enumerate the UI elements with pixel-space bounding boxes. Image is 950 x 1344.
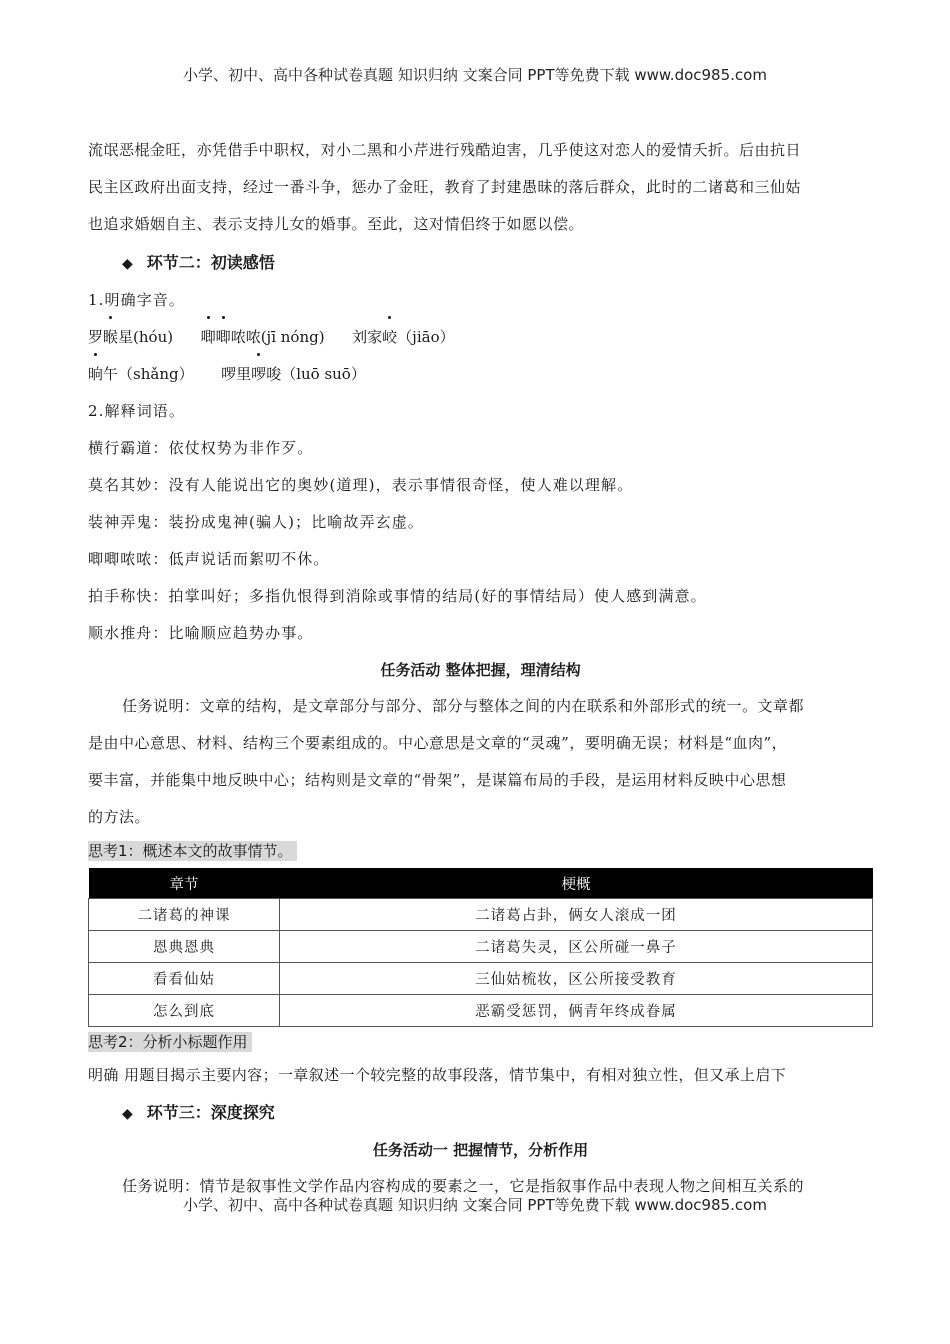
table-cell: 三仙姑梳妆，区公所接受教育 <box>280 963 873 995</box>
pron-reading: 哝(jī nóng) <box>245 328 325 346</box>
intro-line-2: 民主区政府出面支持，经过一番斗争，惩办了金旺，教育了封建愚昧的落后群众，此时的二诸葛和三仙姑 <box>88 178 802 196</box>
answer-clarify: 明确 用题目揭示主要内容；一章叙述一个较完整的故事段落，情节集中，有相对独立性，但又承上启下 <box>88 1066 787 1084</box>
diamond-bullet-icon: ◆ <box>122 1106 133 1122</box>
pron-reading: 唆（luō suō） <box>266 365 366 383</box>
table-row <box>89 995 873 1027</box>
question-explain: 2.解释词语。 <box>88 402 186 420</box>
task-title-3: 任务活动一 把握情节，分析作用 <box>372 1141 589 1159</box>
term-definition: 莫名其妙：没有人能说出它的奥妙(道理)，表示事情很奇怪，使人难以理解。 <box>88 476 634 494</box>
pron-reading: 星(hóu) <box>118 328 174 346</box>
pron-char-dotted: 晌 <box>88 356 103 393</box>
pron-char: 罗 <box>88 328 104 346</box>
table-cell: 恶霸受惩罚，俩青年终成眷属 <box>280 995 873 1027</box>
think-2-text: 思考2：分析小标题作用 <box>88 1032 252 1052</box>
pronunciation-line-2 <box>88 356 873 393</box>
pron-reading: 午（shǎng） <box>103 365 194 383</box>
table-row <box>89 899 873 931</box>
term-definition: 顺水推舟：比喻顺应趋势办事。 <box>88 624 314 642</box>
pronunciation-line-1 <box>88 319 873 356</box>
table-cell: 二诸葛的神课 <box>89 899 280 931</box>
term-definition: 横行霸道：依仗权势为非作歹。 <box>88 439 314 457</box>
plot-outline-table <box>88 868 873 1027</box>
table-cell: 二诸葛失灵，区公所碰一鼻子 <box>280 931 873 963</box>
pron-char-dotted: 啰 <box>251 356 266 393</box>
pron-char: 哝 <box>230 328 246 346</box>
table-cell: 怎么到底 <box>89 995 280 1027</box>
term-definition: 装神弄鬼：装扮成鬼神(骗人)；比喻故弄玄虚。 <box>88 513 424 531</box>
task-desc-line-3: 要丰富，并能集中地反映中心；结构则是文章的“骨架”，是谋篇布局的手段，是运用材料反映中心思想 <box>88 771 787 789</box>
pron-char-dotted: 唧 <box>201 319 216 356</box>
task-desc-line-1: 任务说明：文章的结构，是文章部分与部分、部分与整体之间的内在联系和外部形式的统一。文章都 <box>122 697 805 715</box>
term-definition: 拍手称快：拍掌叫好；多指仇恨得到消除或事情的结局(好的事情结局）使人感到满意。 <box>88 587 707 605</box>
diamond-bullet-icon: ◆ <box>122 256 133 272</box>
task-desc-line-4: 的方法。 <box>88 808 151 826</box>
question-pronunciation: 1.明确字音。 <box>88 291 186 309</box>
think-1 <box>88 836 873 866</box>
table-cell: 二诸葛占卦，俩女人滚成一团 <box>280 899 873 931</box>
table-header-cell: 章节 <box>89 868 280 899</box>
section3-heading-text: 环节三：深度探究 <box>146 1103 275 1122</box>
intro-line-1: 流氓恶棍金旺，亦凭借手中职权，对小二黑和小芹进行残酷迫害，几乎使这对恋人的爱情夭折。后由抗日 <box>88 141 802 159</box>
pron-char-dotted: 唧 <box>216 319 231 356</box>
task-title: 任务活动 整体把握，理清结构 <box>380 661 581 679</box>
pron-char: 刘家 <box>352 328 383 346</box>
task-desc-3: 任务说明：情节是叙事性文学作品内容构成的要素之一，它是指叙事作品中表现人物之间相互关系的 <box>122 1177 805 1195</box>
document-body <box>88 132 873 1205</box>
section2-heading <box>88 245 873 282</box>
section2-heading-text: 环节二：初读感悟 <box>146 253 275 272</box>
think-1-text: 思考1：概述本文的故事情节。 <box>88 841 297 861</box>
pron-char-dotted: 峧 <box>382 319 397 356</box>
table-cell: 看看仙姑 <box>89 963 280 995</box>
table-row <box>89 931 873 963</box>
page-footer: 小学、初中、高中各种试卷真题 知识归纳 文案合同 PPT等免费下载 www.doc985.com <box>183 1196 767 1214</box>
section3-heading <box>88 1095 873 1132</box>
task-desc-line-2: 是由中心意思、材料、结构三个要素组成的。中心意思是文章的“灵魂”，要明确无误；材料是“血肉”， <box>88 734 788 752</box>
table-header-row <box>89 868 873 899</box>
term-definition: 唧唧哝哝：低声说话而絮叨不休。 <box>88 550 330 568</box>
table-header-cell: 梗概 <box>280 868 873 899</box>
intro-line-3: 也追求婚姻自主、表示支持儿女的婚事。至此，这对情侣终于如愿以偿。 <box>88 215 585 233</box>
table-cell: 恩典恩典 <box>89 931 280 963</box>
pron-char: 啰里 <box>221 365 252 383</box>
think-2 <box>88 1027 873 1057</box>
pron-reading: （jiāo） <box>397 328 455 346</box>
table-row <box>89 963 873 995</box>
page-header: 小学、初中、高中各种试卷真题 知识归纳 文案合同 PPT等免费下载 www.doc985.com <box>183 66 767 84</box>
pron-char-dotted: 睺 <box>103 319 118 356</box>
